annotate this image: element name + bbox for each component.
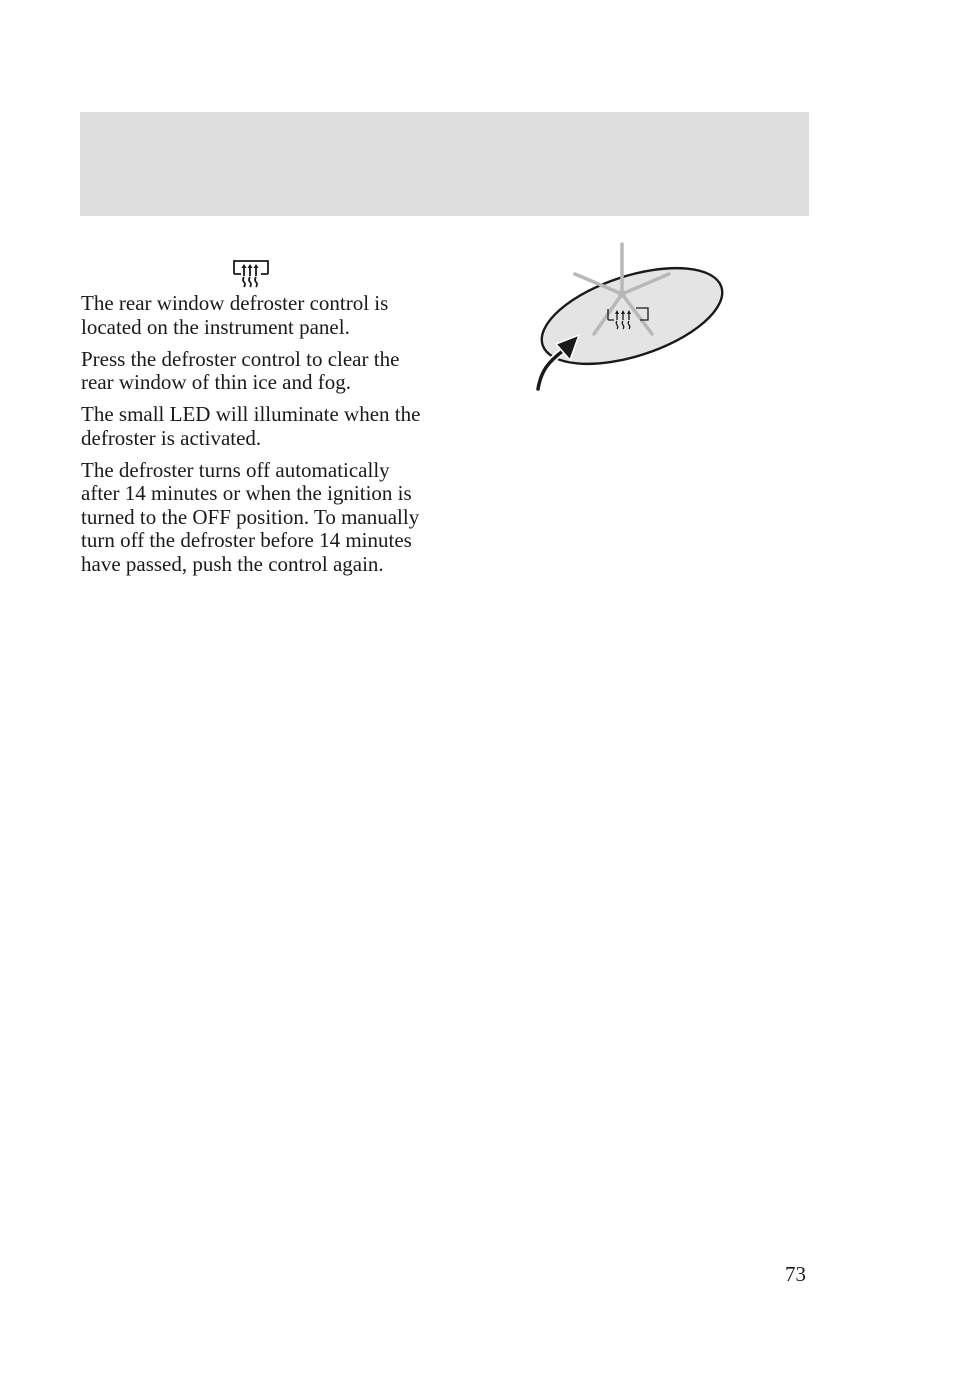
paragraph-led-indicator: The small LED will illuminate when the defroster is activated. (81, 402, 421, 450)
defroster-control-button-illustration (528, 238, 734, 396)
paragraph-press-control: Press the defroster control to clear the rear window of thin ice and fog. (81, 346, 400, 394)
paragraph-auto-off: The defroster turns off automatically after 14 minutes or when the ignition is turned to the OFF position. To manually turn off the defroster before 14 minutes have passed, push the control again. (81, 457, 420, 576)
defroster-instructions (81, 292, 433, 585)
led-indicator (618, 290, 626, 298)
paragraph-location: The rear window defroster control is located on the instrument panel. (81, 291, 389, 339)
page-number: 73 (785, 1262, 806, 1286)
control-button-shape (530, 249, 734, 383)
rear-defroster-icon (232, 258, 270, 288)
section-header-band (80, 112, 809, 216)
